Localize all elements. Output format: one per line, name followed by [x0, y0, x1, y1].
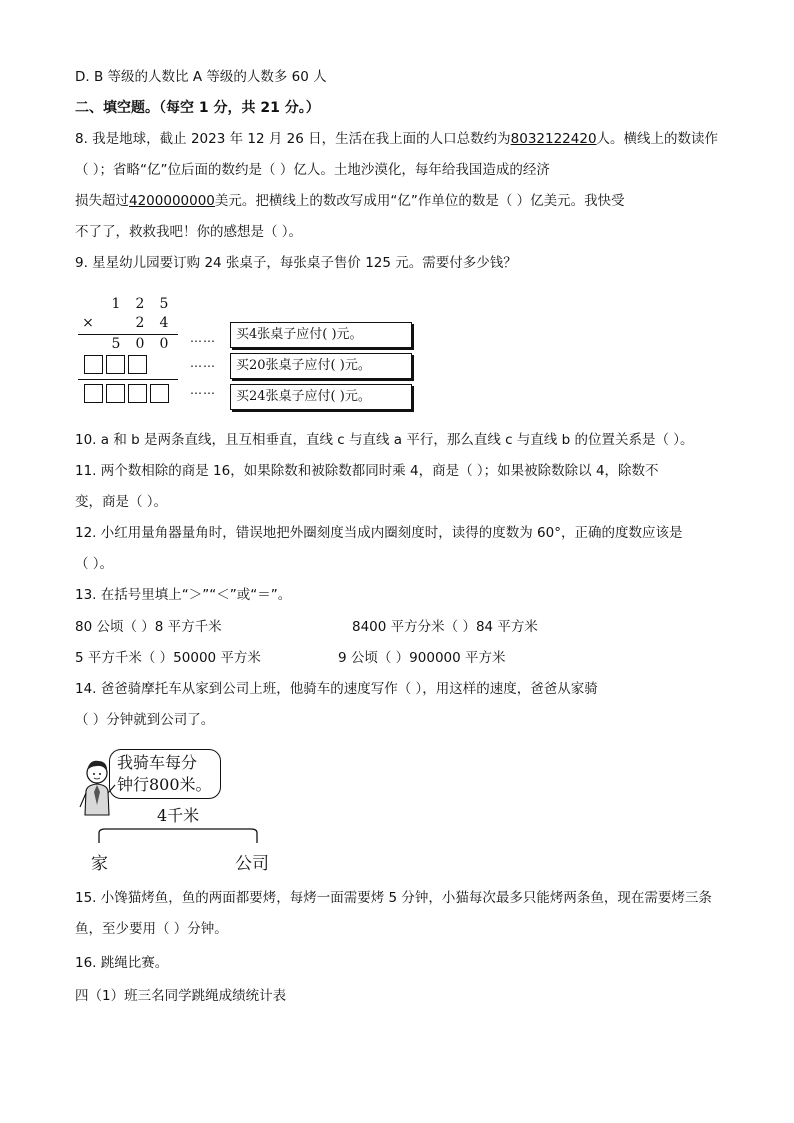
answer-box[interactable]	[84, 384, 103, 403]
q10-text: 10. a 和 b 是两条直线，且互相垂直，直线 c 与直线 a 平行，那么直线 c 与直线 b 的位置关系是（ ）。	[75, 432, 694, 448]
table-caption: 四（1）班三名同学跳绳成绩统计表	[75, 988, 287, 1004]
q12-line2: （ ）。	[75, 556, 114, 572]
answer-box[interactable]	[128, 384, 147, 403]
commute-figure	[75, 745, 285, 875]
answer-box[interactable]	[84, 355, 103, 374]
result-box-4: 买4张桌子应付( )元。	[230, 322, 412, 348]
speech-line: 钟行800米。	[117, 775, 212, 794]
result-box-20: 买20张桌子应付( )元。	[230, 353, 412, 379]
digit: 0	[159, 336, 169, 352]
q8-line2: （ ）；省略“亿”位后面的数约是（ ）亿人。土地沙漠化，每年给我国造成的经济	[75, 162, 550, 178]
digit: 5	[159, 296, 169, 312]
speech-bubble	[109, 749, 221, 799]
digit: 4	[159, 315, 169, 331]
digit: 0	[135, 336, 145, 352]
distance-brace-icon	[75, 825, 285, 845]
result-box-24: 买24张桌子应付( )元。	[230, 384, 412, 410]
dots: ……	[190, 331, 216, 345]
q12-line1: 12. 小红用量角器量角时，错误地把外圈刻度当成内圈刻度时，读得的度数为 60°，正确的度数应该是	[75, 525, 683, 541]
q13-item2: 8400 平方分米（ ）84 平方米	[352, 619, 538, 635]
digit: 1	[111, 296, 121, 312]
q13-item1: 80 公顷（ ）8 平方千米	[75, 619, 222, 635]
office-label: 公司	[235, 854, 269, 874]
answer-box[interactable]	[128, 355, 147, 374]
home-label: 家	[91, 854, 108, 874]
speech-line: 我骑车每分	[117, 753, 198, 772]
q14-line1: 14. 爸爸骑摩托车从家到公司上班，他骑车的速度写作（ ），用这样的速度，爸爸从家骑	[75, 681, 598, 697]
q13-item4: 9 公顷（ ）900000 平方米	[338, 650, 506, 666]
q8-line4: 不了了，救救我吧！你的感想是（ ）。	[75, 224, 303, 240]
q13-text: 13. 在括号里填上“＞”“＜”或“＝”。	[75, 587, 292, 603]
digit: 2	[135, 315, 145, 331]
q14-line2: （ ）分钟就到公司了。	[75, 712, 215, 728]
q8-text-d: 美元。把横线上的数改写成用“亿”作单位的数是（ ）亿美元。我快受	[214, 193, 625, 209]
q15-line2: 鱼，至少要用（ ）分钟。	[75, 921, 228, 937]
digit: 5	[111, 336, 121, 352]
answer-box[interactable]	[150, 384, 169, 403]
dots: ……	[190, 356, 216, 370]
answer-box[interactable]	[106, 384, 125, 403]
option-d: D. B 等级的人数比 A 等级的人数多 60 人	[75, 69, 327, 85]
q8-text-b: 人。横线上的数读作	[596, 131, 719, 147]
q8-text-c: 损失超过	[75, 193, 129, 209]
q11-line2: 变，商是（ ）。	[75, 494, 168, 510]
multiplication-figure	[78, 296, 178, 408]
q16-text: 16. 跳绳比赛。	[75, 955, 169, 971]
distance-label: 4千米	[157, 806, 200, 825]
dots: ……	[190, 383, 216, 397]
q8-text-a: 8. 我是地球，截止 2023 年 12 月 26 日，生活在我上面的人口总数约为	[75, 131, 511, 147]
q13-item3: 5 平方千米（ ）50000 平方米	[75, 650, 261, 666]
rule-line	[78, 334, 178, 335]
digit: 2	[135, 296, 145, 312]
q15-line1: 15. 小馋猫烤鱼，鱼的两面都要烤，每烤一面需要烤 5 分钟，小猫每次最多只能烤两条鱼，现在需要烤三条	[75, 890, 712, 906]
answer-box[interactable]	[106, 355, 125, 374]
rule-line	[78, 379, 178, 380]
q11-line1: 11. 两个数相除的商是 16，如果除数和被除数都同时乘 4，商是（ ）；如果被除数除以 4，除数不	[75, 463, 659, 479]
times-sign: ×	[82, 315, 94, 331]
q8-population: 8032122420	[510, 131, 597, 147]
q8-line1	[75, 130, 718, 148]
q8-loss: 4200000000	[129, 193, 215, 209]
q8-line3	[75, 192, 625, 210]
section-heading: 二、填空题。（每空 1 分，共 21 分。）	[75, 100, 320, 116]
q9-text: 9. 星星幼儿园要订购 24 张桌子，每张桌子售价 125 元。需要付多少钱？	[75, 255, 517, 271]
